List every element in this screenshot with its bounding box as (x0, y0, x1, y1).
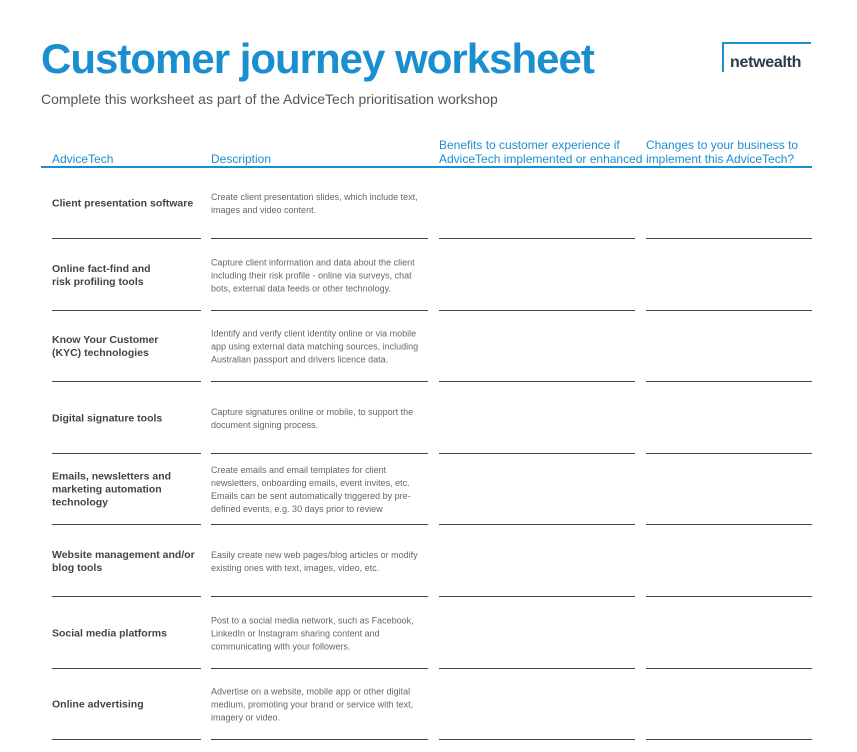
table-row (0, 454, 857, 526)
advicetech-description-line: existing ones with text, images, video, etc. (211, 563, 380, 573)
advicetech-name-line: technology (52, 496, 109, 509)
advicetech-description-line: Create emails and email templates for client (211, 465, 387, 476)
advicetech-name (52, 627, 200, 640)
advicetech-description-line: Australian passport and drivers licence data. (211, 354, 389, 365)
column-header-changes-line-2: implement this AdviceTech? (646, 152, 795, 166)
advicetech-name-line: (KYC) technologies (52, 347, 149, 360)
advicetech-name (52, 198, 200, 211)
advicetech-description-line: communicating with your followers. (211, 641, 351, 652)
column-header-benefits-line-1: Benefits to customer experience if (439, 138, 620, 152)
advicetech-name (52, 412, 200, 425)
advicetech-description (211, 464, 433, 516)
advicetech-name-line: marketing automation (52, 483, 162, 496)
advicetech-description-line: including their risk profile - online via surveys, chat (211, 270, 412, 281)
netwealth-logo (722, 42, 811, 72)
logo-bracket-top (722, 42, 811, 44)
advicetech-description-line: app using external data matching sources, including (211, 341, 419, 352)
advicetech-name (52, 334, 200, 360)
advicetech-name-line: Social media platforms (52, 627, 167, 640)
table-row (0, 311, 857, 383)
benefits-answer-line[interactable] (439, 739, 635, 740)
advicetech-name-line: Online advertising (52, 698, 144, 711)
column-header-changes-line-1: Changes to your business to (646, 138, 799, 152)
page-subtitle: Complete this worksheet as part of the AdviceTech prioritisation workshop (41, 91, 498, 107)
advicetech-description-line: Post to a social media network, such as Facebook, (211, 615, 414, 626)
advicetech-name-line: Digital signature tools (52, 412, 163, 425)
advicetech-name (52, 549, 200, 575)
advicetech-description (211, 328, 433, 367)
column-header-description: Description (211, 152, 272, 166)
advicetech-description (211, 191, 433, 217)
advicetech-description-line: images and video content. (211, 205, 317, 215)
advicetech-name (52, 263, 200, 289)
advicetech-answer-line (52, 739, 201, 740)
advicetech-description-line: LinkedIn or Instagram sharing content and (211, 628, 380, 639)
advicetech-description-line: imagery or video. (211, 712, 281, 723)
table-row (0, 526, 857, 598)
column-header-benefits-line-2: AdviceTech implemented or enhanced (439, 152, 643, 166)
advicetech-name-line: Website management and/or (52, 549, 195, 561)
advicetech-name-line: Client presentation software (52, 197, 194, 210)
advicetech-description-line: Capture client information and data about the client (211, 257, 415, 268)
advicetech-description-line: defined events, e.g. 30 days prior to review (211, 504, 383, 515)
table-row (0, 669, 857, 741)
changes-answer-line[interactable] (646, 739, 812, 740)
column-header-changes (646, 138, 798, 166)
advicetech-description-line: document signing process. (211, 419, 319, 430)
advicetech-description-line: Create client presentation slides, which include text, (211, 192, 418, 202)
advicetech-name-line: Know Your Customer (52, 334, 159, 347)
advicetech-description-line: Easily create new web pages/blog articles or modify (211, 550, 418, 560)
advicetech-name-line: blog tools (52, 562, 103, 574)
page-title: Customer journey worksheet (41, 35, 594, 82)
table-row (0, 598, 857, 670)
advicetech-description-line: medium, promoting your brand or service with text, (211, 699, 414, 710)
advicetech-name-line: Emails, newsletters and (52, 470, 172, 483)
advicetech-description-line: Advertise on a website, mobile app or other digital (211, 686, 411, 697)
description-answer-line (211, 739, 428, 740)
advicetech-description (211, 686, 433, 725)
advicetech-description-line: Capture signatures online or mobile, to support the (211, 406, 414, 417)
logo-bracket-left (722, 42, 724, 72)
advicetech-description-line: Identify and verify client identity online or via mobile (211, 328, 417, 339)
table-row (0, 240, 857, 312)
advicetech-description (211, 256, 433, 295)
logo-text: netwealth (730, 54, 802, 71)
table-row (0, 168, 857, 240)
advicetech-name-line: Online fact-find and (52, 262, 151, 275)
advicetech-description-line: Emails can be sent automatically triggered by pre- (211, 491, 411, 502)
advicetech-description (211, 614, 433, 653)
column-header-benefits (439, 138, 642, 166)
advicetech-description-line: newsletters, onboarding emails, event invites, etc. (211, 478, 410, 489)
advicetech-description (211, 549, 433, 575)
column-header-advicetech: AdviceTech (52, 152, 114, 166)
advicetech-description (211, 406, 433, 432)
advicetech-name-line: risk profiling tools (52, 275, 144, 288)
advicetech-description-line: bots, external data feeds or other technology. (211, 283, 391, 294)
advicetech-name (52, 699, 200, 712)
table-row (0, 383, 857, 455)
advicetech-name (52, 471, 200, 510)
